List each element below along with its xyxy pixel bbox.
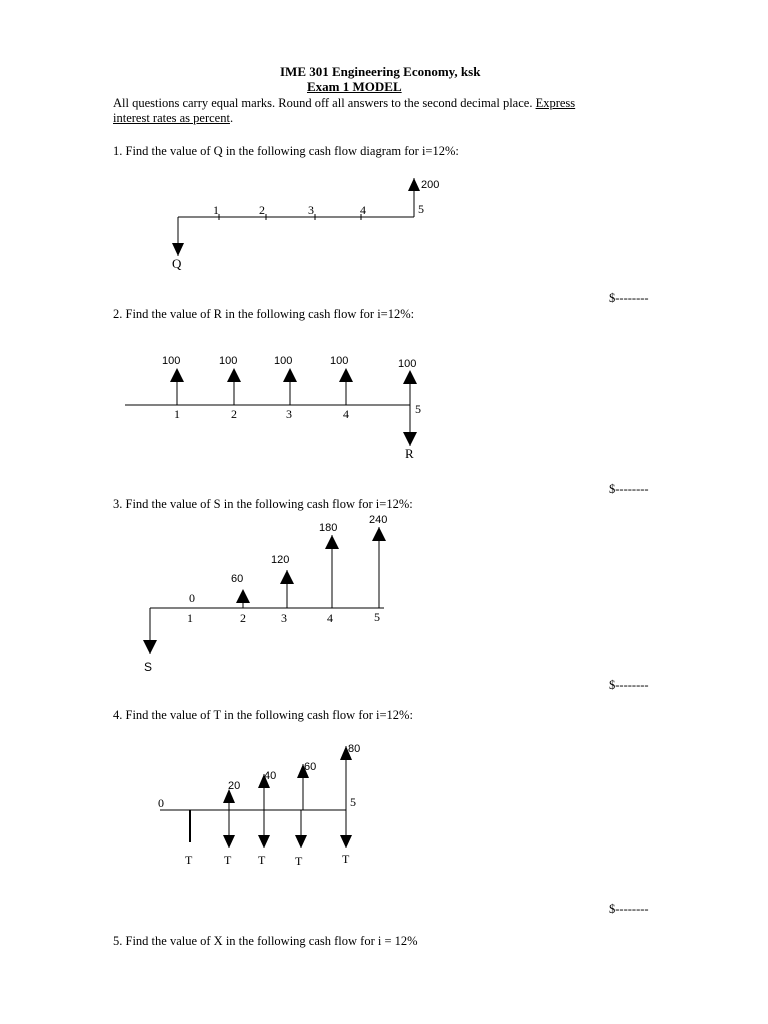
exam-title: IME 301 Engineering Economy, ksk <box>280 64 481 79</box>
unknown-label: S <box>144 660 153 674</box>
period-label: 1 <box>187 611 193 625</box>
outflow-arrow <box>223 810 235 848</box>
exam-subtitle: Exam 1 MODEL <box>307 79 402 94</box>
period-label: 3 <box>286 407 292 421</box>
period-label: 3 <box>281 611 287 625</box>
period-label: 5 <box>350 795 356 809</box>
cash-flow-diagram-2 <box>125 355 421 461</box>
unknown-label: T <box>224 853 232 867</box>
period-label: 5 <box>418 202 424 216</box>
period-label: 2 <box>259 203 265 217</box>
unknown-label: Q <box>172 256 182 271</box>
instructions-express: Express <box>535 96 576 110</box>
inflow-arrow <box>236 589 250 608</box>
outflow-arrow <box>258 810 270 848</box>
instructions-text: All questions carry equal marks. Round off all answers to the second decimal place. <box>113 96 536 110</box>
period-label: 5 <box>374 610 380 624</box>
question-1-text: 1. Find the value of Q in the following cash flow diagram for i=12%: <box>113 144 459 158</box>
question-2-text: 2. Find the value of R in the following cash flow for i=12%: <box>113 307 415 321</box>
flow-label: 60 <box>304 761 317 773</box>
unknown-label: R <box>405 446 414 461</box>
period-label: 4 <box>360 203 366 217</box>
outflow-arrow <box>340 810 352 848</box>
instructions-period: . <box>229 111 234 125</box>
period-label: 1 <box>174 407 180 421</box>
arrow-head-down <box>143 640 157 654</box>
inflow-arrow <box>339 368 353 405</box>
flow-label: 80 <box>348 743 361 755</box>
flow-label: 100 <box>398 358 417 370</box>
inflow-arrow <box>223 789 235 810</box>
period-label: 0 <box>189 591 195 605</box>
unknown-label: T <box>342 852 350 866</box>
inflow-arrow <box>227 368 241 405</box>
cash-flow-diagram-1 <box>172 178 439 271</box>
unknown-label: T <box>258 853 266 867</box>
flow-label: 40 <box>264 770 277 782</box>
question-1-answer: $-------- <box>609 291 649 305</box>
inflow-arrow <box>325 535 339 608</box>
question-4-answer: $-------- <box>609 902 649 916</box>
period-label: 5 <box>415 402 421 416</box>
flow-label: 200 <box>421 179 440 191</box>
question-3-answer: $-------- <box>609 678 649 692</box>
flow-label: 100 <box>330 355 349 367</box>
flow-label: 120 <box>271 554 290 566</box>
period-label: 1 <box>213 203 219 217</box>
instructions-percent: interest rates as percent <box>113 111 230 125</box>
inflow-arrow <box>283 368 297 405</box>
question-4-text: 4. Find the value of T in the following cash flow for i=12%: <box>113 708 413 722</box>
flow-label: 100 <box>219 355 238 367</box>
period-label: 4 <box>343 407 349 421</box>
unknown-label: T <box>295 854 303 868</box>
cash-flow-diagram-3 <box>143 514 387 674</box>
period-label: 4 <box>327 611 333 625</box>
period-label: 2 <box>231 407 237 421</box>
period-label: 0 <box>158 796 164 810</box>
flow-label: 100 <box>274 355 293 367</box>
unknown-label: T <box>185 853 193 867</box>
arrow-head-up <box>408 178 420 191</box>
inflow-arrow <box>280 570 294 608</box>
flow-label: 100 <box>162 355 181 367</box>
period-label: 2 <box>240 611 246 625</box>
inflow-arrow <box>403 370 417 405</box>
inflow-arrow <box>170 368 184 405</box>
question-2-answer: $-------- <box>609 482 649 496</box>
flow-label: 240 <box>369 514 388 526</box>
flow-label: 180 <box>319 522 338 534</box>
question-3-text: 3. Find the value of S in the following cash flow for i=12%: <box>113 497 413 511</box>
outflow-arrow <box>295 810 307 848</box>
flow-label: 20 <box>228 780 241 792</box>
inflow-arrow <box>372 527 386 608</box>
flow-label: 60 <box>231 573 244 585</box>
cash-flow-diagram-4 <box>158 743 360 868</box>
arrow-head-down <box>172 243 184 256</box>
arrow-head-down <box>403 432 417 446</box>
question-5-text: 5. Find the value of X in the following cash flow for i = 12% <box>113 934 418 948</box>
period-label: 3 <box>308 203 314 217</box>
